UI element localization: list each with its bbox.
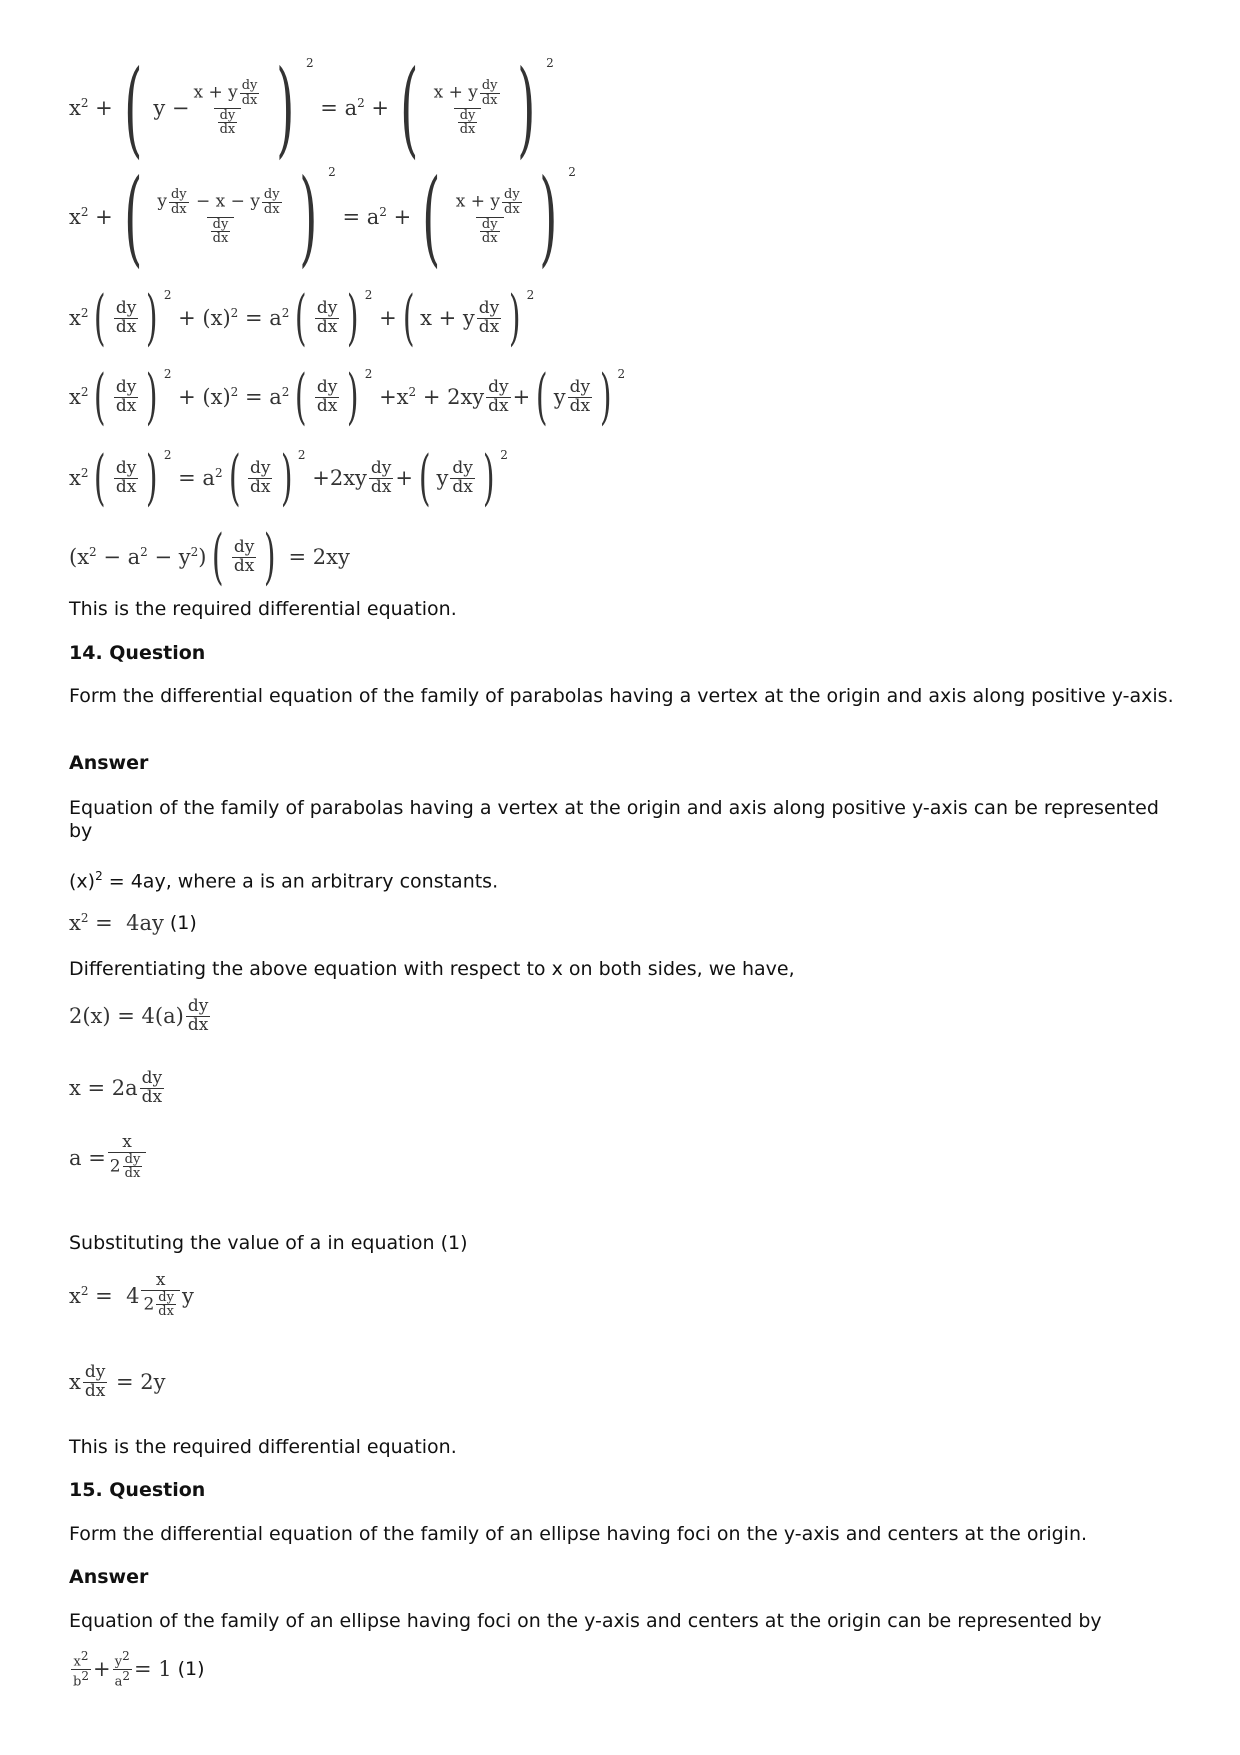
answer-15-label: Answer <box>69 1566 149 1588</box>
differentiating-text: Differentiating the above equation with respect to x on both sides, we have, <box>69 958 795 980</box>
equation-14-4: a = x 2 $\frac{dy}{dx}$ <box>69 1134 148 1181</box>
equation-15-1-tag: (1) <box>177 1658 205 1681</box>
substituting-text: Substituting the value of a in equation (1) <box>69 1232 468 1254</box>
conclusion-14-text: This is the required differential equation. <box>69 1436 457 1458</box>
question-14-text: Form the differential equation of the family of parabolas having a vertex at the origin and axis along positive y-axis. <box>69 685 1174 707</box>
parabola-equation-text: $(x)^2 = 4ay$, where a is an arbitrary constants. <box>69 869 499 893</box>
equation-14-1-tag: (1) <box>169 912 197 934</box>
equation-14-3: x = 2a $\frac{dy}{dx}$ <box>69 1068 163 1107</box>
equation-14-1: $x^2 = 4ay$ (1) <box>69 911 197 935</box>
equation-14-6: x $\frac{dy}{dx}$ = 2y <box>69 1362 166 1401</box>
equation-line-1: $x^2$ + ( y − x + y $\frac{dy}{dx}$ $\frac{dy}{dx}$ ) $^2$ = $a^2$ + ( x + y $\frac{dy}{dx}$ $\frac{dy}{dx}$ ) $^2$ <box>69 47 554 169</box>
question-14-heading: 14. Question <box>69 642 206 664</box>
equation-line-4: $x^2$ ( $\frac{dy}{dx}$ ) $^2$ + $(x)^2 = a^2$ ( $\frac{dy}{dx}$ ) $^2$ $+x^2 + 2xy$ $\frac{dy}{dx}$ + ( y $\frac{dy}{dx}$ ) $^2$ <box>69 362 626 432</box>
answer-15-intro: Equation of the family of an ellipse having foci on the y-axis and centers at the origin can be represented by <box>69 1610 1102 1632</box>
equation-14-2: 2(x) = 4(a) $\frac{dy}{dx}$ <box>69 996 209 1035</box>
question-15-text: Form the differential equation of the family of an ellipse having foci on the y-axis and centers at the origin. <box>69 1523 1088 1545</box>
equation-line-6: $(x^2 - a^2 - y^2)$ ( $\frac{dy}{dx}$ ) = 2xy <box>69 522 350 592</box>
conclusion-text: This is the required differential equation. <box>69 598 457 620</box>
answer-14-intro: Equation of the family of parabolas having a vertex at the origin and axis along positive y-axis can be represented by <box>69 797 1159 842</box>
equation-line-3: $x^2$ ( $\frac{dy}{dx}$ ) $^2$ + $(x)^2 = a^2$ ( $\frac{dy}{dx}$ ) $^2$ + ( x + y $\frac{dy}{dx}$ ) $^2$ <box>69 283 535 353</box>
equation-14-5: $x^2 = 4$ x 2 $\frac{dy}{dx}$ y <box>69 1270 194 1320</box>
equation-15-1: $\frac{x^2}{b^2}$ + $\frac{y^2}{a^2}$ = 1 (1) <box>73 1649 205 1690</box>
answer-14-label: Answer <box>69 752 149 774</box>
equation-line-2: $x^2$ + ( y $\frac{dy}{dx}$ − x − y $\frac{dy}{dx}$ $\frac{dy}{dx}$ ) $^2$ = $a^2$ + ( x + y $\frac{dy}{dx}$ $\frac{dy}{dx}$ ) $^2$ <box>69 156 576 278</box>
question-15-heading: 15. Question <box>69 1479 206 1501</box>
equation-line-5: $x^2$ ( $\frac{dy}{dx}$ ) $^2$ = $a^2$ ( $\frac{dy}{dx}$ ) $^2$ +2xy $\frac{dy}{dx}$ + ( y $\frac{dy}{dx}$ ) $^2$ <box>69 443 508 513</box>
